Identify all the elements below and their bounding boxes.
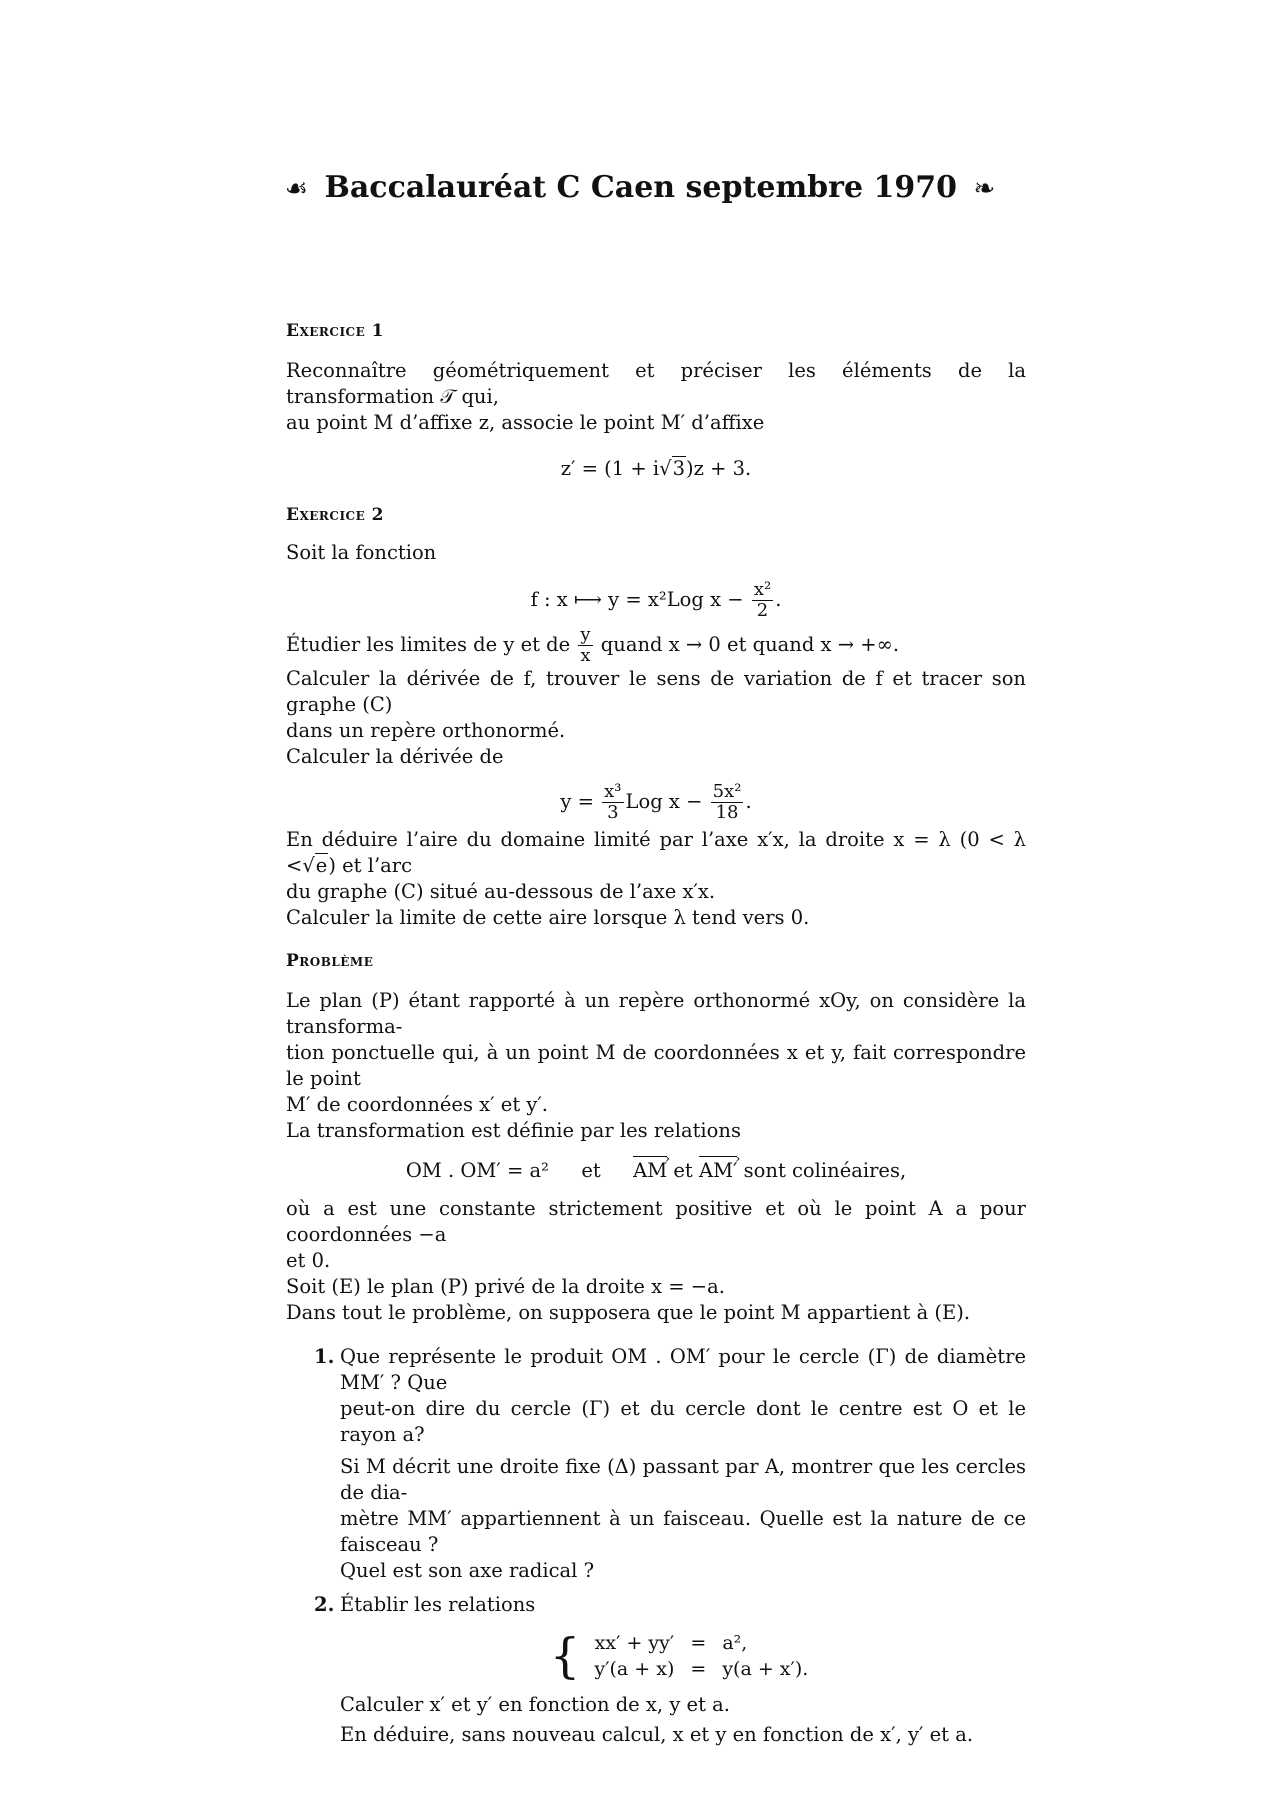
question-1-line-4: mètre MM′ appartiennent à un faisceau. Quelle est la nature de ce faisceau ? <box>340 1507 1026 1556</box>
problem-line-5: où a est une constante strictement positive et où le point A a pour coordonnées −a <box>286 1197 1026 1246</box>
page-title <box>0 170 1280 205</box>
problem-line-8: Dans tout le problème, on supposera que le point M appartient à (E). <box>286 1301 971 1324</box>
problem-line-3: M′ de coordonnées x′ et y′. <box>286 1093 549 1116</box>
g-den-1: 3 <box>607 802 619 823</box>
question-1-line-3: Si M décrit une droite fixe (Δ) passant par A, montrer que les cercles de dia- <box>340 1455 1026 1504</box>
question-1-line-2: peut-on dire du cercle (Γ) et du cercle dont le centre est O et le rayon a? <box>340 1397 1026 1446</box>
sys-r2-left: y′(a + x) <box>594 1658 675 1680</box>
limits-line <box>286 625 1026 666</box>
f-num: x² <box>753 579 772 600</box>
g-num-2: 5x² <box>712 781 742 802</box>
question-2-line-2: Calculer x′ et y′ en fonction de x, y et a. <box>340 1693 730 1716</box>
g-num-1: x³ <box>604 781 622 802</box>
derivative-line-2: dans un repère orthonormé. <box>286 719 566 742</box>
problem-line-2: tion ponctuelle qui, à un point M de coordonnées x et y, fait correspondre le point <box>286 1041 1026 1090</box>
area-1b: ) et l’arc <box>328 854 413 877</box>
question-1-number: 1. <box>314 1345 335 1368</box>
problem-line-7: Soit (E) le plan (P) privé de la droite x = −a. <box>286 1275 725 1298</box>
question-1 <box>286 1344 1026 1584</box>
exercise-2-heading: Exercice 2 <box>286 505 384 525</box>
f-den: 2 <box>756 600 769 621</box>
system-table-wrap <box>586 1630 816 1682</box>
g-end: . <box>745 790 752 813</box>
sys-r1-eq: = <box>690 1632 707 1654</box>
sys-r2-right: y(a + x′). <box>722 1658 809 1680</box>
exercise-1 <box>286 318 1026 482</box>
g-mid: Log x − <box>625 790 703 813</box>
sys-r2-eq: = <box>690 1658 707 1680</box>
rel-a: OM . OM′ = a² <box>405 1159 549 1182</box>
sys-r1-left: xx′ + yy′ <box>594 1632 675 1654</box>
f-fraction <box>752 580 773 621</box>
rel-et: et <box>581 1159 601 1182</box>
system-table <box>586 1630 816 1682</box>
question-2-number: 2. <box>314 1593 335 1616</box>
area-line-3: Calculer la limite de cette aire lorsque λ tend vers 0. <box>286 906 810 929</box>
area-sqrt: e <box>315 854 328 877</box>
system-row <box>586 1630 816 1656</box>
sys-r1-right: a², <box>722 1632 748 1654</box>
ornament-left-icon: ☙ <box>284 174 309 204</box>
function-g-equation <box>286 782 1026 823</box>
g-fraction-2 <box>711 782 744 823</box>
exercise-1-line-1: Reconnaître géométriquement et préciser les éléments de la transformation 𝒯 qui, <box>286 359 1026 408</box>
question-1-line-1: Que représente le produit OM . OM′ pour le cercle (Γ) de diamètre MM′ ? Que <box>340 1345 1026 1394</box>
area-line-1: En déduire l’aire du domaine limité par l’axe x′x, la droite x = λ (0 < λ <√e) et l’arc <box>286 828 1026 877</box>
ornament-right-icon: ❧ <box>973 174 996 204</box>
question-2-line-3: En déduire, sans nouveau calcul, x et y en fonction de x′, y′ et a. <box>340 1723 974 1746</box>
problem-line-6: et 0. <box>286 1249 331 1272</box>
question-2 <box>286 1592 1026 1748</box>
eq-right: )z + 3. <box>686 457 752 480</box>
system-row <box>586 1656 816 1682</box>
rel-et-2: et <box>673 1159 693 1182</box>
rel-b: sont colinéaires, <box>743 1159 907 1182</box>
function-f-equation <box>286 580 1026 621</box>
g-left: y = <box>560 790 594 813</box>
problem-heading: Problème <box>286 951 374 971</box>
derivative-line-1: Calculer la dérivée de f, trouver le sens de variation de f et tracer son graphe (C) <box>286 667 1026 716</box>
limits-a: Étudier les limites de y et de <box>286 633 571 656</box>
exercise-2-intro: Soit la fonction <box>286 541 437 564</box>
problem-line-4: La transformation est définie par les relations <box>286 1119 741 1142</box>
limits-num: y <box>580 624 591 645</box>
brace-icon: { <box>549 1628 581 1684</box>
exercise-1-heading: Exercice 1 <box>286 321 384 341</box>
system-equations <box>340 1630 1026 1682</box>
relations-equation <box>286 1158 1026 1184</box>
exercise-1-equation: z′ = (1 + i√3)z + 3. <box>560 457 752 480</box>
vector-am: AM › <box>633 1158 667 1184</box>
problem-line-1: Le plan (P) étant rapporté à un repère orthonormé xOy, on considère la transforma- <box>286 989 1026 1038</box>
question-2-line-1: Établir les relations <box>340 1593 536 1616</box>
f-left: f : x ⟼ y = x²Log x − <box>530 588 744 611</box>
area-line-2: du graphe (C) situé au-dessous de l’axe x′x. <box>286 880 716 903</box>
area-1a: En déduire l’aire du domaine limité par l’axe x′x, la droite x = λ (0 < λ < <box>286 828 1026 877</box>
vector-am-prime: AM′ › <box>699 1158 737 1184</box>
limits-den: x <box>580 645 591 666</box>
exercise-1-line-2: au point M d’affixe z, associe le point M′ d’affixe <box>286 411 765 434</box>
question-1-line-5: Quel est son axe radical ? <box>340 1559 595 1582</box>
eq-sqrt: 3 <box>672 457 686 480</box>
eq-left: z′ = (1 + i <box>560 457 660 480</box>
exercise-2 <box>286 502 1026 931</box>
g-den-2: 18 <box>715 802 739 823</box>
f-end: . <box>775 588 782 611</box>
problem <box>286 948 1026 1748</box>
limits-b: quand x → 0 et quand x → +∞. <box>600 633 900 656</box>
limits-fraction <box>578 625 592 666</box>
derivative-line-3: Calculer la dérivée de <box>286 745 504 768</box>
g-fraction-1 <box>602 782 623 823</box>
title-text: Baccalauréat C Caen septembre 1970 <box>324 170 957 205</box>
